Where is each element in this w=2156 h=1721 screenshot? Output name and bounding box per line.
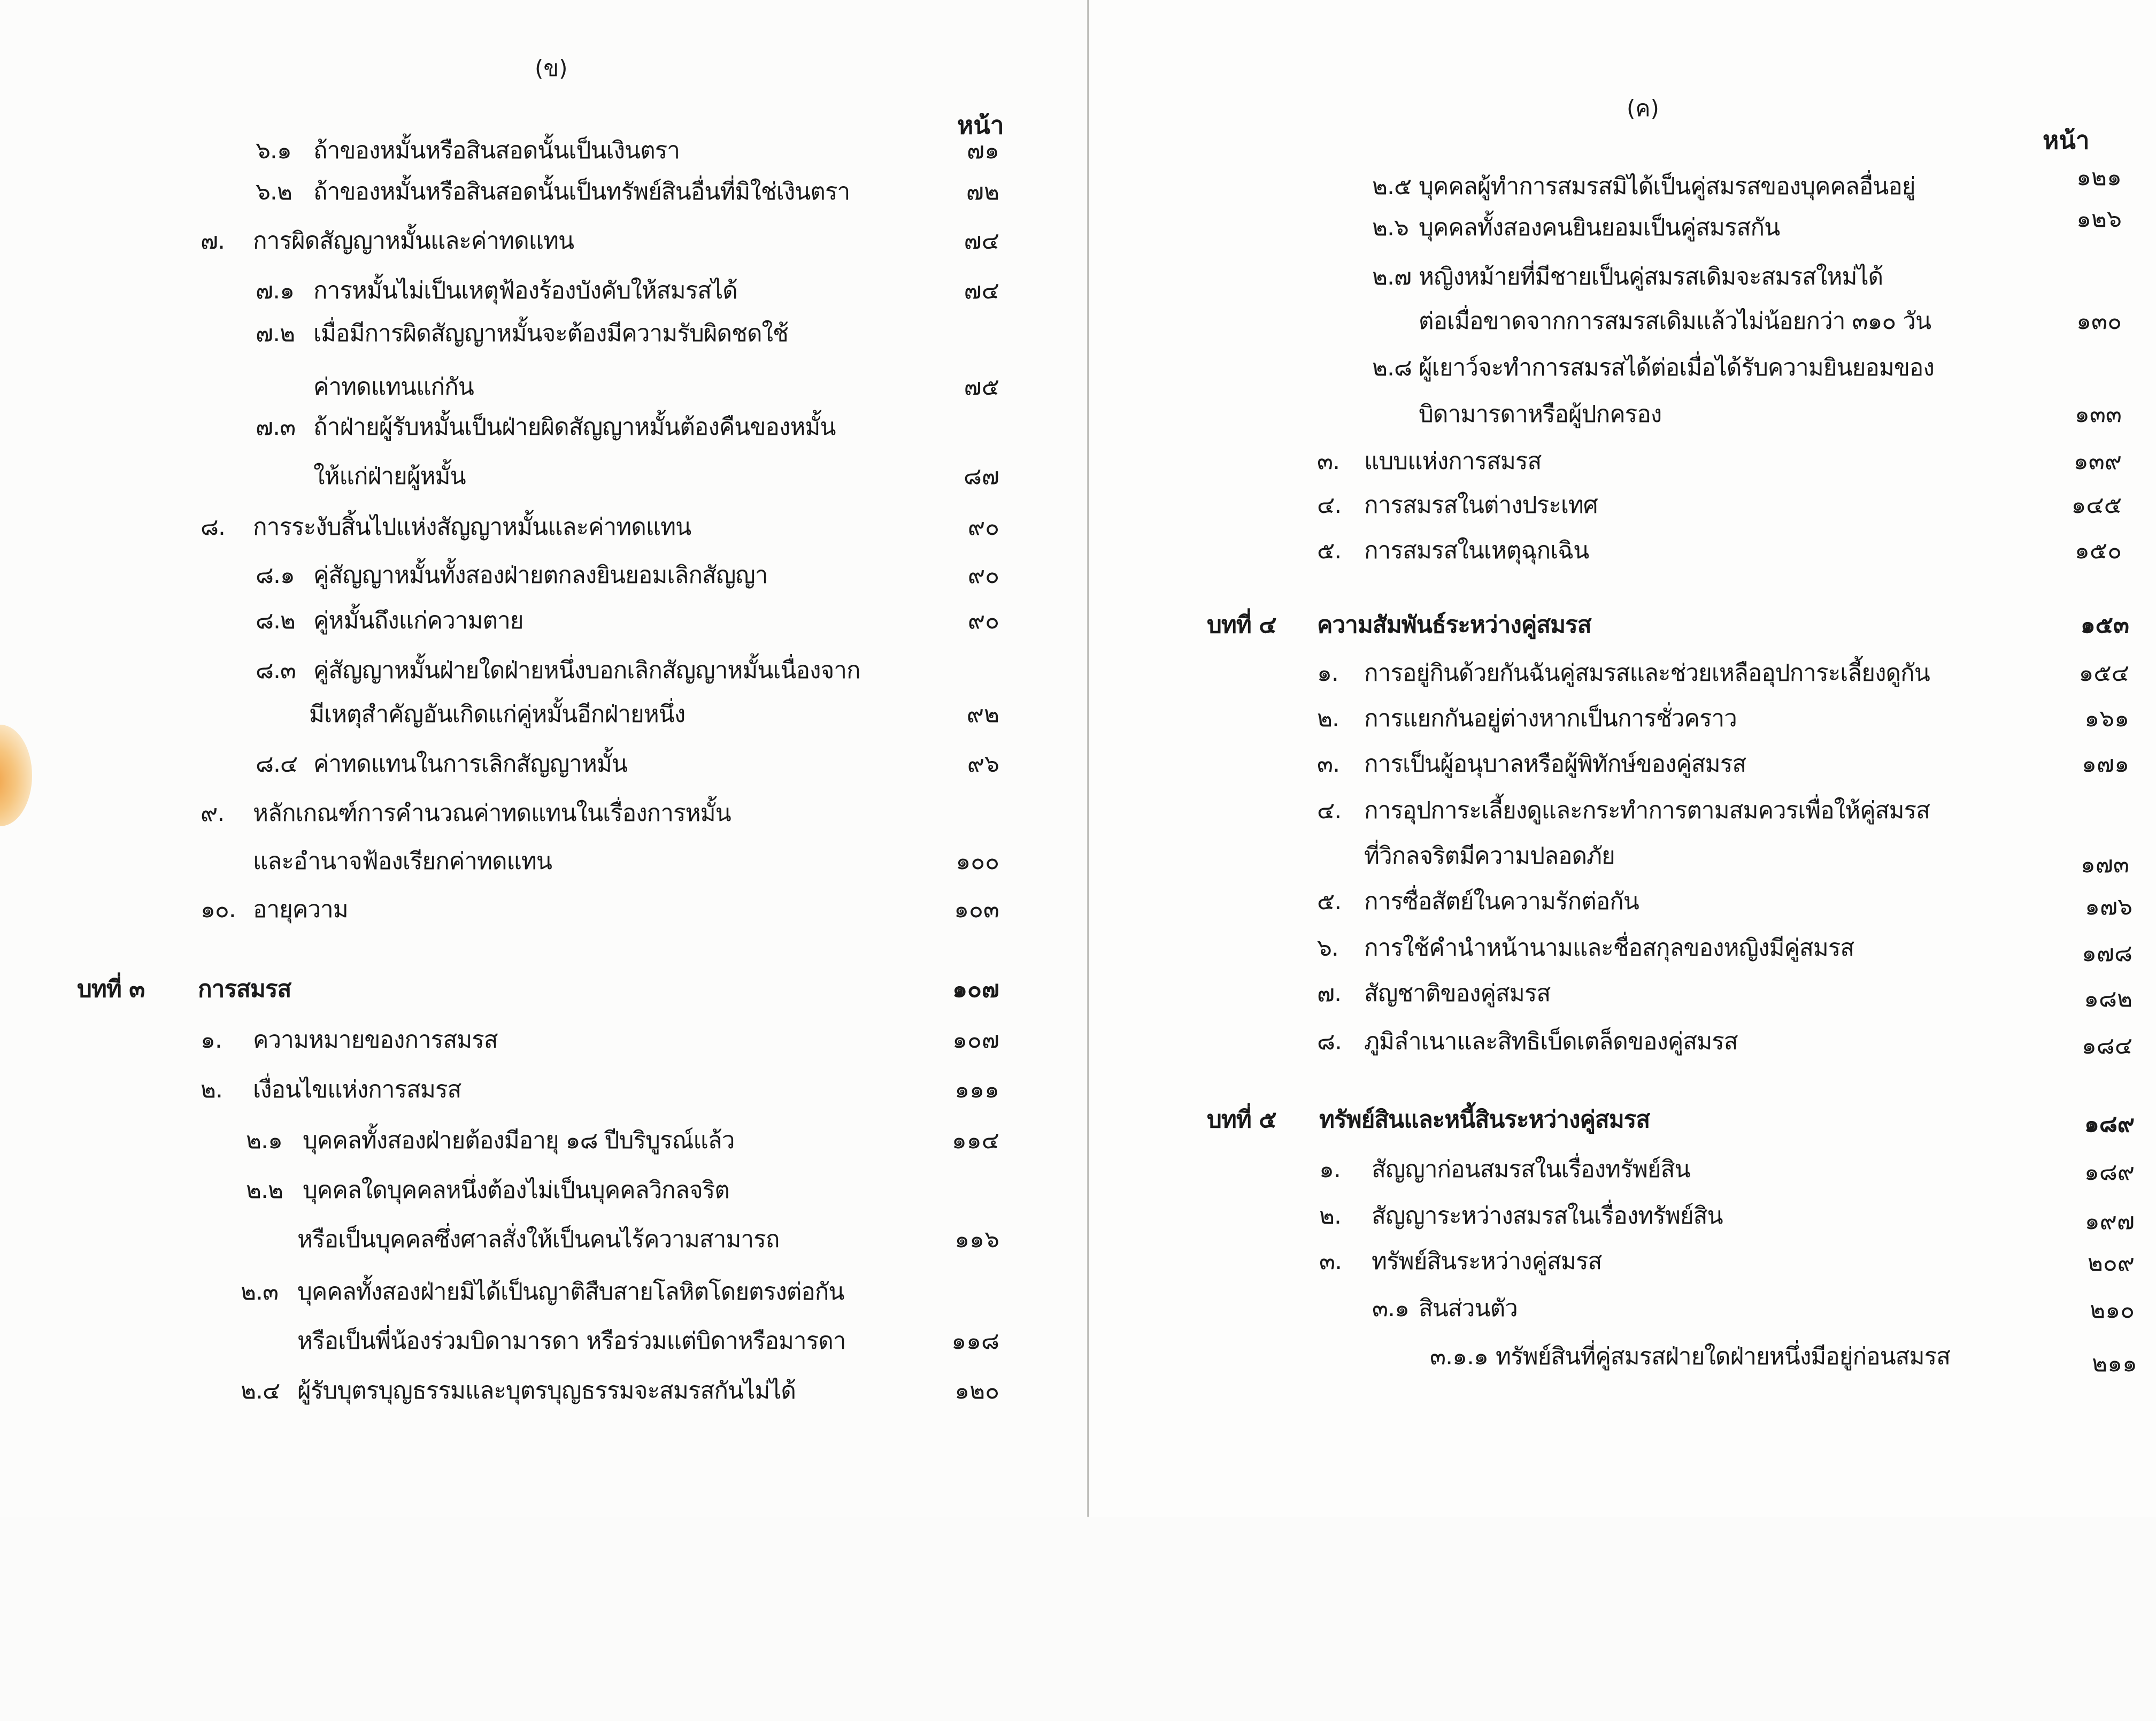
- toc-number: ๒.๗: [1372, 263, 1412, 290]
- toc-text: ถ้าของหมั้นหรือสินสอดนั้นเป็นทรัพย์สินอื่นที่มิใช่เงินตรา: [313, 178, 850, 205]
- toc-number: ๒.๓: [241, 1278, 279, 1305]
- toc-number: ๒.๔: [241, 1377, 280, 1404]
- toc-number: ๔.: [1317, 797, 1342, 824]
- toc-text: อายุความ: [253, 896, 348, 923]
- toc-text: คู่สัญญาหมั้นฝ่ายใดฝ่ายหนึ่งบอกเลิกสัญญาหมั้นเนื่องจาก: [313, 657, 860, 684]
- toc-number: ๘.: [201, 513, 225, 541]
- chapter-title: ความสัมพันธ์ระหว่างคู่สมรส: [1317, 611, 1591, 639]
- toc-number: ๘.๓: [256, 657, 296, 684]
- toc-number: ๗.๒: [256, 320, 295, 347]
- page-label: (ข): [535, 55, 568, 81]
- toc-text: หญิงหม้ายที่มีชายเป็นคู่สมรสเดิมจะสมรสใหม่ได้: [1419, 263, 1883, 290]
- toc-page: ๑๒๖: [2076, 205, 2122, 233]
- toc-text: คู่สัญญาหมั้นทั้งสองฝ่ายตกลงยินยอมเลิกสัญญา: [313, 562, 768, 589]
- toc-text: เมื่อมีการผิดสัญญาหมั้นจะต้องมีความรับผิดชดใช้: [313, 320, 788, 347]
- toc-number: ๒.๘: [1372, 354, 1412, 381]
- toc-text: ให้แก่ฝ่ายผู้หมั้น: [313, 463, 466, 490]
- toc-page: ๒๑๐: [2090, 1296, 2135, 1324]
- toc-text: หลักเกณฑ์การคำนวณค่าทดแทนในเรื่องการหมั้น: [253, 800, 731, 827]
- toc-text: ต่อเมื่อขาดจากการสมรสเดิมแล้วไม่น้อยกว่า ๓๑๐ วัน: [1419, 308, 1931, 335]
- toc-page: ๙๒: [966, 701, 999, 728]
- left-page: [0, 0, 1088, 1517]
- toc-text: ถ้าของหมั้นหรือสินสอดนั้นเป็นเงินตรา: [313, 137, 680, 164]
- toc-page: ๗๕: [964, 373, 999, 401]
- toc-page: ๑๗๘: [2082, 940, 2132, 967]
- toc-number: ๗.๑: [256, 277, 295, 304]
- toc-number: ๒.: [1319, 1202, 1341, 1230]
- toc-number: ๒.๕: [1372, 173, 1412, 200]
- toc-text: การอุปการะเลี้ยงดูและกระทำการตามสมควรเพื่อให้คู่สมรส: [1364, 797, 1930, 824]
- toc-text: การอยู่กินด้วยกันฉันคู่สมรสและช่วยเหลืออุปการะเลี้ยงดูกัน: [1364, 659, 1930, 687]
- toc-number: ๖.๑: [256, 137, 291, 164]
- toc-text: ภูมิลำเนาและสิทธิเบ็ดเตล็ดของคู่สมรส: [1364, 1028, 1738, 1055]
- toc-page: ๗๒: [966, 178, 999, 205]
- toc-number: ๘.: [1317, 1028, 1342, 1055]
- toc-page: ๑๓๐: [2076, 308, 2122, 335]
- toc-text: ผู้รับบุตรบุญธรรมและบุตรบุญธรรมจะสมรสกันไม่ได้: [297, 1377, 796, 1404]
- toc-page: ๑๕๔: [2078, 659, 2129, 687]
- toc-text: หรือเป็นบุคคลซึ่งศาลสั่งให้เป็นคนไร้ความสามารถ: [297, 1226, 780, 1253]
- toc-page: ๑๕๓: [2080, 611, 2129, 639]
- toc-page: ๙๐: [967, 562, 999, 589]
- toc-number: ๕.: [1317, 537, 1342, 564]
- toc-number: ๒.: [201, 1076, 222, 1103]
- toc-text: ค่าทดแทนในการเลิกสัญญาหมั้น: [313, 750, 627, 778]
- toc-number: ๕.: [1317, 888, 1342, 915]
- toc-text: บุคคลผู้ทำการสมรสมิได้เป็นคู่สมรสของบุคคลอื่นอยู่: [1419, 173, 1915, 200]
- toc-number: ๔.: [1317, 491, 1342, 519]
- toc-number: ๒.๒: [246, 1177, 283, 1204]
- page-column-header: หน้า: [957, 111, 1004, 140]
- toc-text: เงื่อนไขแห่งการสมรส: [253, 1076, 461, 1103]
- toc-text: บุคคลทั้งสองฝ่ายมิได้เป็นญาติสืบสายโลหิตโดยตรงต่อกัน: [297, 1278, 844, 1305]
- toc-text: สัญญาระหว่างสมรสในเรื่องทรัพย์สิน: [1372, 1202, 1723, 1230]
- toc-number: ๓.: [1317, 750, 1340, 778]
- toc-page: ๑๐๓: [954, 896, 999, 923]
- toc-text: การแยกกันอยู่ต่างหากเป็นการชั่วคราว: [1364, 705, 1737, 732]
- toc-number: ๓.๑.๑: [1430, 1343, 1488, 1370]
- toc-text: ความหมายของการสมรส: [253, 1026, 498, 1054]
- toc-text: ค่าทดแทนแก่กัน: [313, 373, 474, 401]
- toc-number: ๓.๑: [1372, 1295, 1409, 1322]
- toc-text: บุคคลทั้งสองคนยินยอมเป็นคู่สมรสกัน: [1419, 214, 1780, 241]
- toc-text: สัญญาก่อนสมรสในเรื่องทรัพย์สิน: [1372, 1156, 1690, 1183]
- toc-page: ๑๓๓: [2074, 401, 2122, 428]
- toc-page: ๑๑๑: [954, 1076, 999, 1103]
- toc-text: หรือเป็นพี่น้องร่วมบิดามารดา หรือร่วมแต่บิดาหรือมารดา: [297, 1327, 846, 1355]
- toc-text: การสมรสในเหตุฉุกเฉิน: [1364, 537, 1589, 564]
- toc-text: สัญชาติของคู่สมรส: [1364, 980, 1551, 1007]
- toc-text: การซื่อสัตย์ในความรักต่อกัน: [1364, 888, 1639, 915]
- toc-number: ๗.: [1317, 980, 1342, 1007]
- toc-page: ๒๑๑: [2092, 1350, 2137, 1377]
- toc-text: การใช้คำนำหน้านามและชื่อสกุลของหญิงมีคู่สมรส: [1364, 934, 1854, 962]
- toc-page: ๑๖๑: [2084, 705, 2129, 732]
- toc-text: ถ้าฝ่ายผู้รับหมั้นเป็นฝ่ายผิดสัญญาหมั้นต้องคืนของหมั้น: [313, 413, 836, 441]
- toc-page: ๑๕๐: [2074, 537, 2122, 564]
- toc-text: การผิดสัญญาหมั้นและค่าทดแทน: [253, 227, 574, 255]
- toc-number: ๖.๒: [256, 178, 292, 205]
- toc-page: ๗๔: [964, 277, 999, 304]
- toc-text: สินส่วนตัว: [1419, 1295, 1518, 1322]
- toc-number: ๘.๑: [256, 562, 295, 589]
- toc-page: ๗๔: [964, 227, 999, 255]
- toc-text: การสมรสในต่างประเทศ: [1364, 491, 1598, 519]
- toc-text: การหมั้นไม่เป็นเหตุฟ้องร้องบังคับให้สมรสได้: [313, 277, 737, 304]
- chapter-title: ทรัพย์สินและหนี้สินระหว่างคู่สมรส: [1319, 1106, 1650, 1133]
- toc-number: ๗.: [201, 227, 225, 255]
- toc-page: ๑๗๖: [2085, 893, 2132, 920]
- toc-text: การระงับสิ้นไปแห่งสัญญาหมั้นและค่าทดแทน: [253, 513, 691, 541]
- chapter-number: บทที่ ๕: [1207, 1106, 1276, 1133]
- toc-text: ผู้เยาว์จะทำการสมรสได้ต่อเมื่อได้รับความยินยอมของ: [1419, 354, 1934, 381]
- stain-mark: [0, 725, 32, 826]
- toc-number: ๒.: [1317, 705, 1339, 732]
- toc-page: ๑๐๗: [952, 1026, 999, 1054]
- toc-page: ๑๔๕: [2071, 491, 2122, 519]
- toc-page: ๑๐๗: [952, 975, 999, 1003]
- toc-page: ๑๘๒: [2084, 985, 2132, 1012]
- toc-number: ๙.: [201, 800, 225, 827]
- toc-text: ทรัพย์สินที่คู่สมรสฝ่ายใดฝ่ายหนึ่งมีอยู่ก่อนสมรส: [1496, 1343, 1951, 1370]
- toc-page: ๑๘๙: [2084, 1158, 2135, 1186]
- toc-number: ๑.: [201, 1026, 222, 1054]
- toc-page: ๑๘๔: [2081, 1032, 2132, 1059]
- toc-number: ๗.๓: [256, 413, 296, 441]
- toc-number: ๓.: [1319, 1248, 1342, 1275]
- chapter-number: บทที่ ๔: [1207, 611, 1276, 639]
- toc-number: ๓.: [1317, 448, 1340, 475]
- page-label: (ค): [1627, 95, 1659, 121]
- toc-page: ๘๗: [963, 463, 999, 490]
- toc-page: ๗๑: [966, 137, 999, 164]
- toc-page: ๙๐: [967, 513, 999, 541]
- toc-page: ๑๒๑: [2076, 164, 2122, 191]
- page-column-header: หน้า: [2043, 126, 2090, 155]
- toc-page: ๑๑๔: [951, 1127, 999, 1154]
- toc-page: ๑๐๐: [956, 848, 999, 875]
- toc-number: ๑.: [1319, 1156, 1341, 1183]
- toc-number: ๒.๖: [1372, 214, 1408, 241]
- toc-number: ๘.๔: [256, 750, 298, 778]
- toc-page: ๑๓๙: [2073, 448, 2122, 475]
- toc-text: คู่หมั้นถึงแก่ความตาย: [313, 607, 523, 634]
- right-page: [1089, 0, 2156, 1517]
- toc-text: บิดามารดาหรือผู้ปกครอง: [1419, 401, 1662, 428]
- toc-text: ที่วิกลจริตมีความปลอดภัย: [1364, 842, 1615, 870]
- toc-page: ๑๗๓: [2080, 851, 2129, 878]
- toc-number: ๒.๑: [246, 1127, 282, 1154]
- toc-text: บุคคลทั้งสองฝ่ายต้องมีอายุ ๑๘ ปีบริบูรณ์แล้ว: [303, 1127, 735, 1154]
- toc-text: ทรัพย์สินระหว่างคู่สมรส: [1372, 1248, 1602, 1275]
- chapter-number: บทที่ ๓: [77, 975, 145, 1003]
- toc-page: ๙๖: [967, 750, 999, 778]
- toc-page: ๑๑๖: [954, 1226, 999, 1253]
- toc-page: ๑๘๙: [2084, 1110, 2135, 1138]
- chapter-title: การสมรส: [198, 975, 291, 1003]
- toc-text: การเป็นผู้อนุบาลหรือผู้พิทักษ์ของคู่สมรส: [1364, 750, 1746, 778]
- toc-page: ๑๑๘: [951, 1327, 999, 1355]
- toc-number: ๑๐.: [201, 896, 236, 923]
- toc-page: ๑๙๗: [2084, 1208, 2135, 1235]
- toc-number: ๖.: [1317, 934, 1338, 962]
- toc-number: ๘.๒: [256, 607, 295, 634]
- toc-number: ๑.: [1317, 659, 1338, 687]
- toc-text: แบบแห่งการสมรส: [1364, 448, 1542, 475]
- toc-page: ๙๐: [967, 607, 999, 634]
- toc-page: ๑๒๐: [954, 1377, 999, 1404]
- toc-page: ๒๐๙: [2087, 1249, 2135, 1277]
- toc-page: ๑๗๑: [2082, 750, 2129, 778]
- toc-text: มีเหตุสำคัญอันเกิดแก่คู่หมั้นอีกฝ่ายหนึ่ง: [309, 701, 686, 728]
- toc-text: บุคคลใดบุคคลหนึ่งต้องไม่เป็นบุคคลวิกลจริต: [303, 1177, 729, 1204]
- toc-text: และอำนาจฟ้องเรียกค่าทดแทน: [253, 848, 552, 875]
